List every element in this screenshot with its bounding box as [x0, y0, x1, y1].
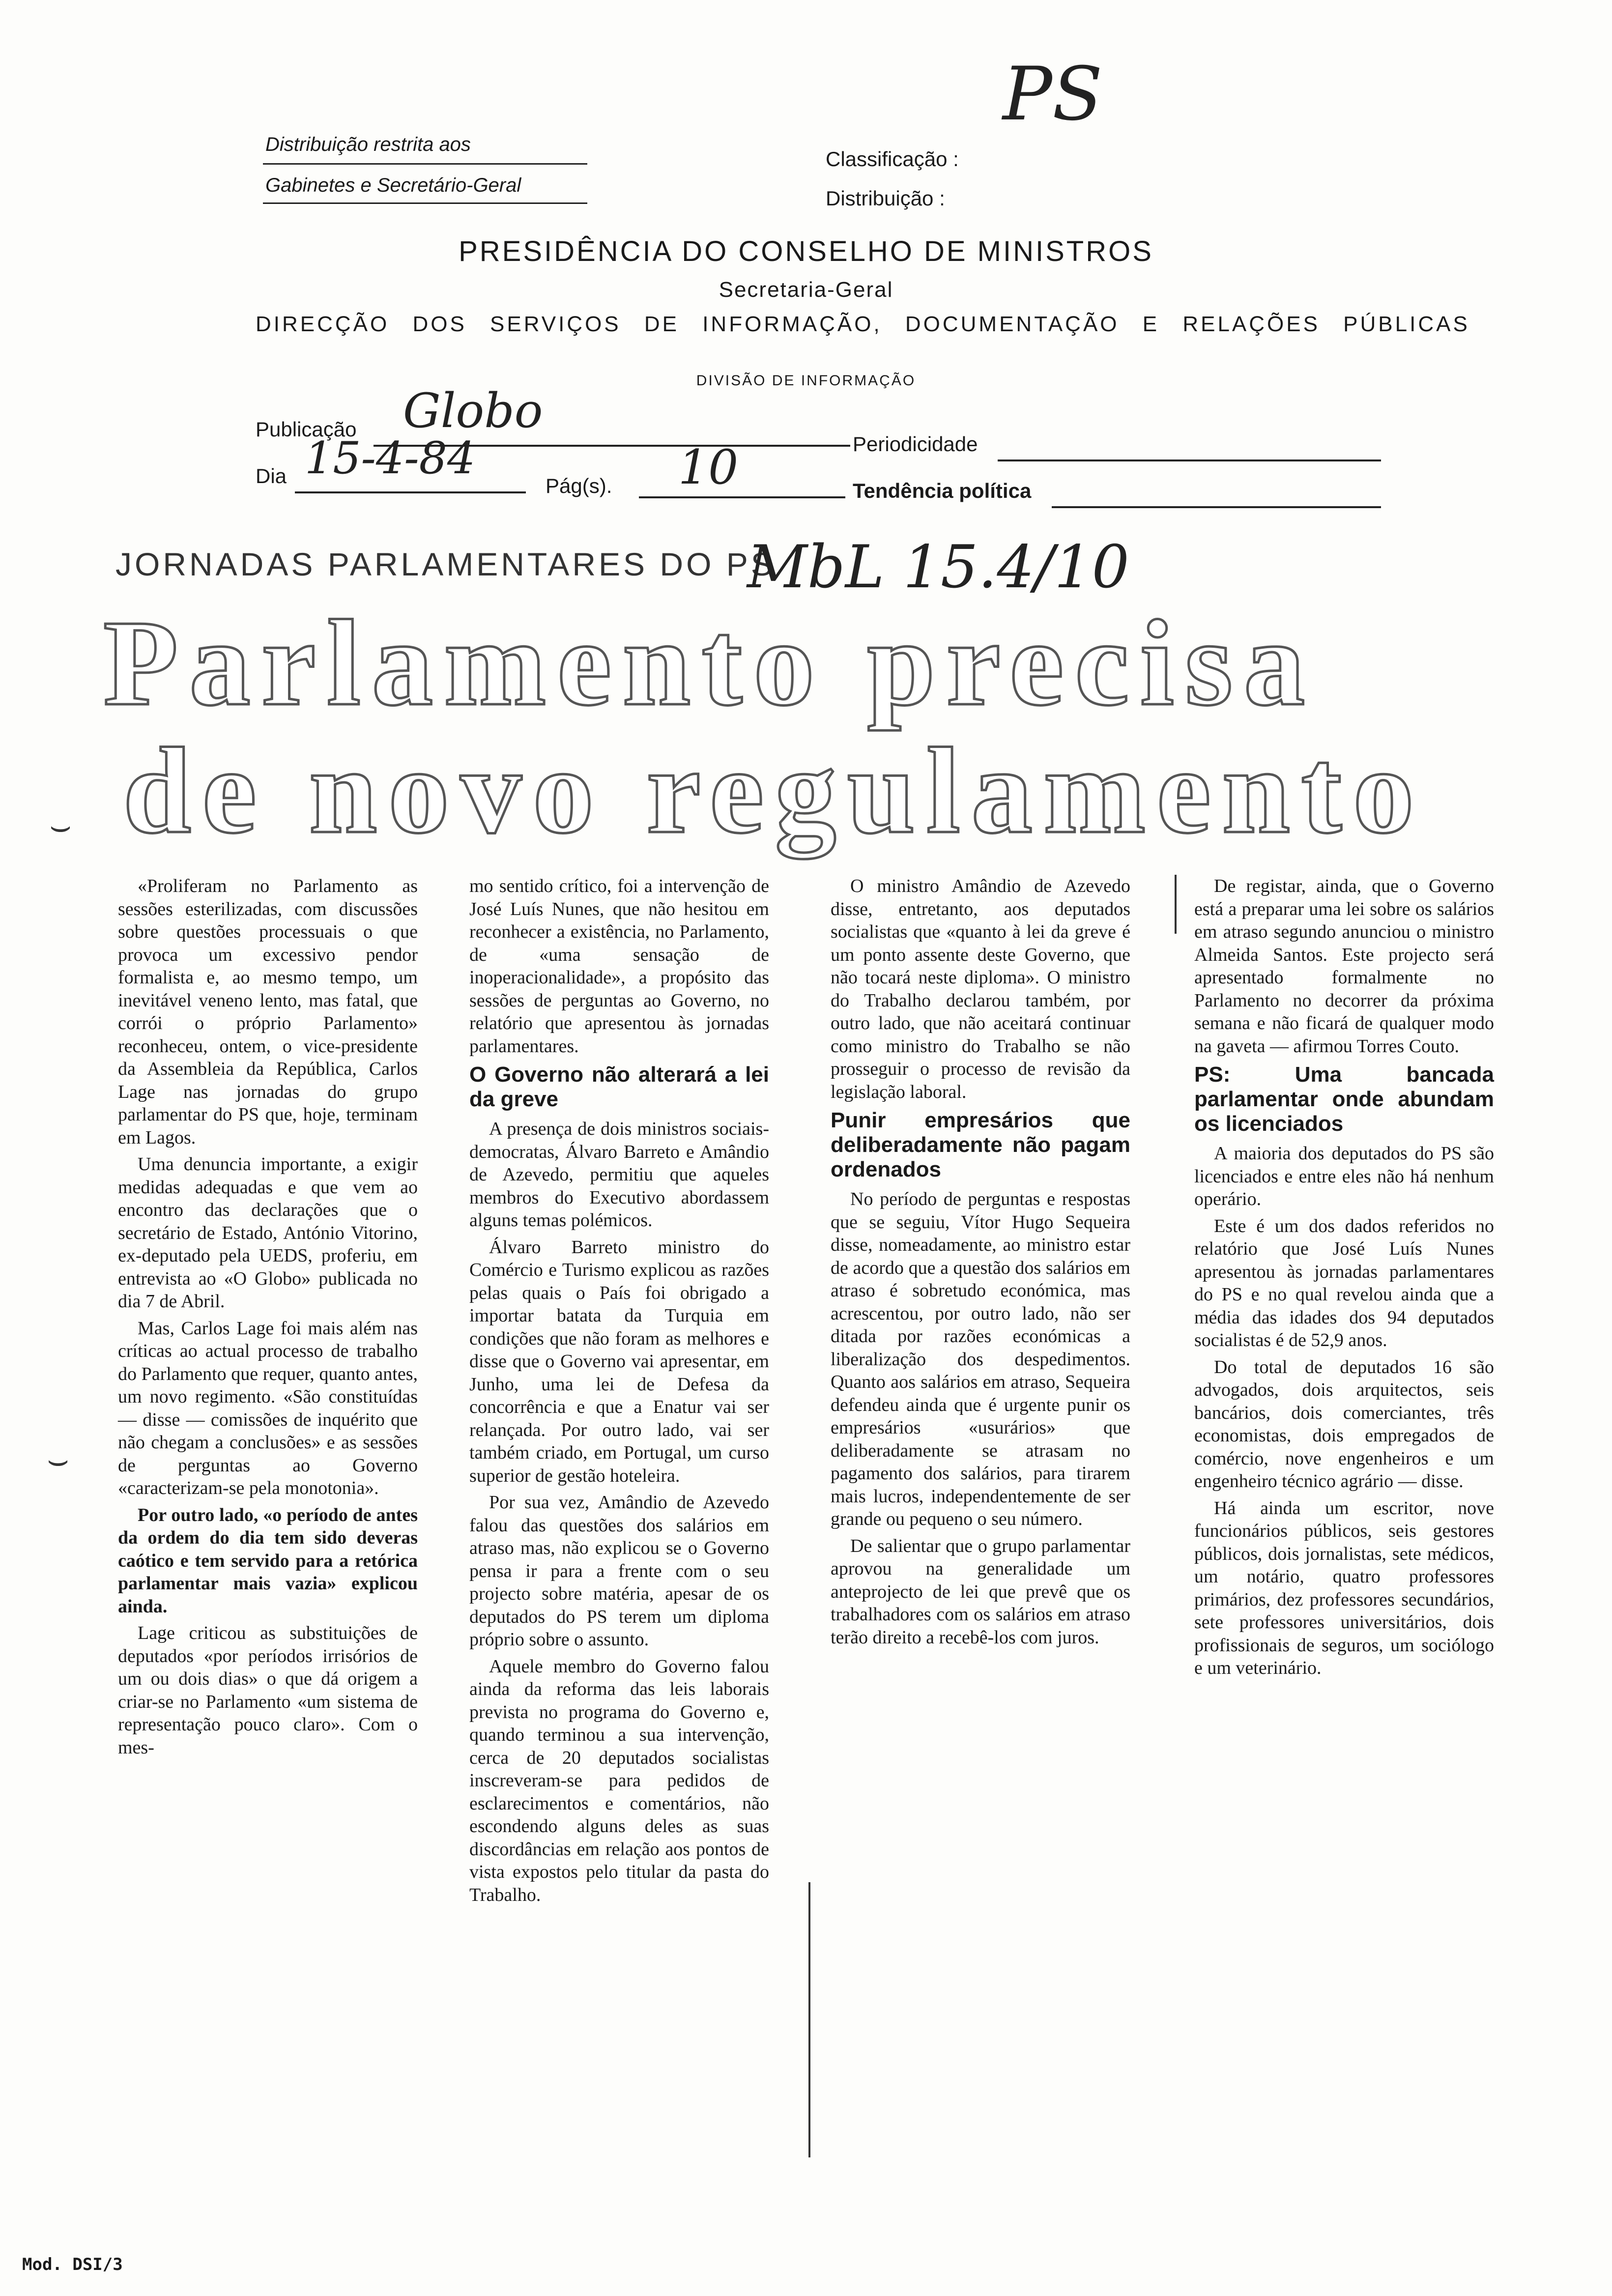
dia-label: Dia: [256, 464, 287, 488]
article-column-2: [469, 875, 769, 1910]
publicacao-label: Publicação: [256, 418, 357, 441]
article-column-1: [118, 875, 418, 1763]
col1-paragraph-1: «Proliferam no Parlamento as sessões esterilizadas, com discussões sobre questões processuais o que provoca um excessivo pendor formalista e, ao mesmo tempo, um inevitável veneno lento, mas fatal, que corrói o próprio Parlamento» reconheceu, ontem, o vice-presidente da Assembleia da República, Carlos Lage nas jornadas do grupo parlamentar do PS que, hoje, terminam em Lagos.: [118, 876, 418, 1148]
handwritten-ref: MbL 15.4/10: [747, 533, 1129, 602]
headline-line-2: de novo regulamento: [123, 723, 1425, 859]
publicacao-value: Globo: [403, 383, 543, 438]
article-kicker: JORNADAS PARLAMENTARES DO PS: [115, 546, 776, 582]
org-direccao: DIRECÇÃO DOS SERVIÇOS DE INFORMAÇÃO, DOCUMENTAÇÃO E RELAÇÕES PÚBLICAS: [256, 312, 1470, 336]
col3-subheading: Punir empresários que deliberadamente não pagam ordenados: [831, 1108, 1130, 1181]
tendencia-label: Tendência política: [853, 479, 1032, 502]
margin-mark-1: ⌣: [49, 806, 72, 845]
clip-edge-left: [808, 1882, 810, 2157]
restriction-line-2: Gabinetes e Secretário-Geral: [265, 174, 521, 196]
col4-paragraph-2: A maioria dos deputados do PS são licenciados e entre eles não há nenhum operário.: [1194, 1143, 1494, 1209]
restriction-line-1: Distribuição restrita aos: [265, 134, 471, 155]
col2-paragraph-1: mo sentido crítico, foi a intervenção de José Luís Nunes, que não hesitou em reconhecer a existência, no Parlamento, de «uma sensação de inoperacionalidade», a propósito das sessões de perguntas ao Governo, no relatório que apresentou às jornadas parlamentares.: [469, 876, 769, 1057]
org-division: DIVISÃO DE INFORMAÇÃO: [696, 373, 916, 389]
col2-paragraph-2: A presença de dois ministros sociais-democratas, Álvaro Barreto e Amândio de Azevedo, permitiu que aqueles membros do Executivo abordassem alguns temas polémicos.: [469, 1119, 769, 1231]
col1-paragraph-2: Uma denuncia importante, a exigir medidas adequadas e que vem ao encontro das declarações que o secretário de Estado, António Vitorino, ex-deputado pela UEDS, proferiu, em entrevista ao «O Globo» publicada no dia 7 de Abril.: [118, 1154, 418, 1312]
col1-paragraph-3: Mas, Carlos Lage foi mais além nas críticas ao actual processo de trabalho do Parlamento que requer, quanto antes, um novo regimento. «São constituídas — disse — comissões de inquérito que não chegam a conclusões» e as sessões de perguntas ao Governo «caracterizam-se pela monotonia».: [118, 1318, 418, 1498]
restriction-rule: [263, 163, 587, 165]
col4-paragraph-3: Este é um dos dados referidos no relatório que José Luís Nunes apresentou às jornadas parlamentares do PS e no qual revelou ainda que a média das idades dos 94 deputados socialistas é de 52,9 anos.: [1194, 1215, 1494, 1350]
col3-paragraph-3: De salientar que o grupo parlamentar aprovou na generalidade um anteprojecto de lei que prevê que os trabalhadores com os salários em atraso terão direito a recebê-los com juros.: [831, 1535, 1130, 1648]
margin-mark-2: ⌣: [47, 1440, 70, 1479]
col4-paragraph-4: Do total de deputados 16 são advogados, dois arquitectos, seis bancários, dois comerciantes, três economistas, dois empregados de comércio, nove engenheiros e um engenheiro técnico agrário — disse.: [1194, 1356, 1494, 1492]
handwritten-ps-mark: PS: [1003, 52, 1103, 137]
periodicidade-label: Periodicidade: [853, 432, 978, 456]
col2-paragraph-4: Por sua vez, Amândio de Azevedo falou das questões dos salários em atraso mas, não explicou se o Governo pensa ir para a frente com o seu projecto sobre matéria, apesar de os deputados do PS terem um diploma próprio sobre o assunto.: [469, 1492, 769, 1650]
col2-subheading: O Governo não alterará a lei da greve: [469, 1062, 769, 1111]
col3-paragraph-1: O ministro Amândio de Azevedo disse, entretanto, aos deputados socialistas que «quanto à lei da greve é um ponto assente deste Governo, que não tocará neste diploma». O ministro do Trabalho declarou também, por outro lado, que não aceitará continuar como ministro do Trabalho se não prosseguir o processo de revisão da legislação laboral.: [831, 876, 1130, 1102]
pags-line: [639, 496, 845, 498]
col4-paragraph-1: De registar, ainda, que o Governo está a preparar uma lei sobre os salários em atraso segundo anunciou o ministro Almeida Santos. Este projecto será apresentado formalmente no Parlamento no decorrer da próxima semana e não ficará de qualquer modo na gaveta — afirmou Torres Couto.: [1194, 876, 1494, 1057]
tendencia-line: [1052, 506, 1381, 508]
dia-line: [295, 491, 526, 493]
pags-value: 10: [678, 440, 739, 495]
restriction-rule-2: [263, 202, 587, 204]
org-title: PRESIDÊNCIA DO CONSELHO DE MINISTROS: [459, 235, 1153, 267]
article-column-4: [1194, 875, 1494, 1684]
dia-value: 15-4-84: [305, 432, 476, 484]
col4-subheading: PS: Uma bancada parlamentar onde abundam os licenciados: [1194, 1062, 1494, 1136]
periodicidade-line: [998, 459, 1381, 461]
col4-paragraph-5: Há ainda um escritor, nove funcionários públicos, seis gestores públicos, dois jornalistas, sete médicos, um notário, quatro professores primários, dez professores secundários, sete professores universitários, dois profissionais de seguros, um sociólogo e um veterinário.: [1194, 1497, 1494, 1678]
col2-paragraph-5: Aquele membro do Governo falou ainda da reforma das leis laborais prevista no programa do Governo e, quando terminou a sua intervenção, cerca de 20 deputados socialistas inscreveram-se para pedidos de esclarecimentos e comentários, não escondendo alguns deles as suas discordâncias em relação aos pontos de vista expostos pelo titular da pasta do Trabalho.: [469, 1656, 769, 1905]
col1-paragraph-5: Lage criticou as substituições de deputados «por períodos irrisórios de um ou dois dias» o que dá origem a criar-se no Parlamento «um sistema de representação pouco claro». Com o mes-: [118, 1623, 418, 1758]
col1-paragraph-4: Por outro lado, «o período de antes da ordem do dia tem sido deveras caótico e tem servido para a retórica parlamentar mais vazia» explicou ainda.: [118, 1504, 418, 1617]
classification-label: Classificação :: [826, 147, 959, 171]
col3-paragraph-2: No período de perguntas e respostas que se seguiu, Vítor Hugo Sequeira disse, nomeadamente, ao ministro estar de acordo que a questão dos salários em atraso é sobretudo económica, mas acrescentou, por outro lado, não ser ditada por razões económicas a liberalização dos despedimentos. Quanto aos salários em atraso, Sequeira defendeu ainda que é urgente punir os empresários «usurários» que deliberadamente se atrasam no pagamento dos salários, para tirarem mais lucros, independentemente de ser grande ou pequeno o seu número.: [831, 1189, 1130, 1529]
col2-paragraph-3: Álvaro Barreto ministro do Comércio e Turismo explicou as razões pelas quais o País foi obrigado a importar batata da Turquia em condições que não foram as melhores e disse que o Governo vai apresentar, em Junho, uma lei de Defesa da concorrência e que a Enatur vai ser relançada. Por outro lado, vai ser também criado, em Portugal, um curso superior de gestão hoteleira.: [469, 1236, 769, 1486]
clip-edge-right: [1175, 875, 1177, 934]
article-column-3: [831, 875, 1130, 1653]
form-model-footer: Mod. DSI/3: [22, 2255, 123, 2274]
headline-line-1: Parlamento precisa: [103, 595, 1316, 731]
distribution-label: Distribuição :: [826, 187, 945, 210]
org-subtitle: Secretaria-Geral: [719, 278, 893, 302]
pags-label: Pág(s).: [546, 474, 612, 497]
